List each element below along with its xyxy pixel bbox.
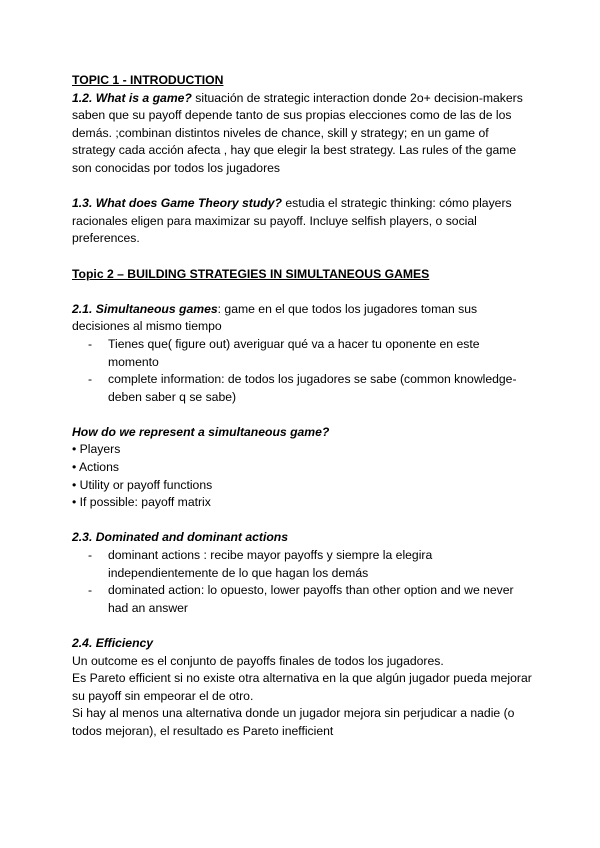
topic1-heading: TOPIC 1 - INTRODUCTION: [72, 73, 224, 87]
section-2-1: [72, 301, 532, 336]
list-item: • If possible: payoff matrix: [72, 495, 211, 510]
document-page: [72, 72, 532, 741]
section-2-1-title: Simultaneous games: [95, 301, 218, 316]
section-1-3: [72, 195, 532, 248]
list-item: - complete information: de todos los jugadores se sabe (common knowledge-deben saber q se sabe): [88, 372, 517, 404]
section-1-3-text: estudia el strategic thinking: cómo players racionales eligen para maximizar su payoff. Incluye selfish players, o social preferences.: [72, 196, 512, 246]
section-1-2: [72, 90, 532, 178]
list-item: • Utility or payoff functions: [72, 477, 213, 492]
section-2-1-num: 2.1.: [72, 301, 96, 316]
representation-title: How do we represent a simultaneous game?: [72, 424, 330, 439]
section-1-2-text: situación de strategic interaction donde 2o+ decision-makers saben que su payoff depende tanto de sus propias elecciones como de las de los demás. ;combinan distintos niveles de chance, skill y strategy; en un game of strategy cada acción afecta , hay que elegir la best strategy. Las rules of the game son conocidas por todos los jugadores: [72, 90, 523, 175]
list-item: - dominant actions : recibe mayor payoffs y siempre la elegira independientemente de lo que hagan los demás: [88, 548, 433, 580]
section-2-4-line: Si hay al menos una alternativa donde un jugador mejora sin perjudicar a nadie (o todos mejoran), el resultado es Pareto inefficient: [72, 706, 515, 738]
section-2-4-line: Es Pareto efficient si no existe otra alternativa en la que algún jugador pueda mejorar su payoff sin empeorar el de otro.: [72, 671, 532, 703]
section-2-4-title: 2.4. Efficiency: [72, 636, 154, 650]
section-2-3-list: [72, 547, 532, 617]
section-2-3-title: 2.3. Dominated and dominant actions: [72, 530, 289, 545]
list-item: - Tienes que( figure out) averiguar qué va a hacer tu oponente en este momento: [88, 336, 480, 369]
section-1-2-title: 1.2. What is a game?: [72, 90, 192, 105]
list-item: - dominated action: lo opuesto, lower payoffs than other option and we never had an answer: [88, 583, 514, 615]
list-item: • Players: [72, 442, 121, 457]
section-2-4-line: Un outcome es el conjunto de payoffs finales de todos los jugadores.: [72, 653, 444, 668]
section-2-1-text: : game en el que todos los jugadores toman sus decisiones al mismo tiempo: [72, 301, 478, 334]
topic2-heading: Topic 2 – BUILDING STRATEGIES IN SIMULTANEOUS GAMES: [72, 266, 430, 281]
section-1-3-title: 1.3. What does Game Theory study?: [72, 196, 282, 211]
list-item: • Actions: [72, 460, 119, 475]
section-2-1-list: [72, 336, 532, 406]
